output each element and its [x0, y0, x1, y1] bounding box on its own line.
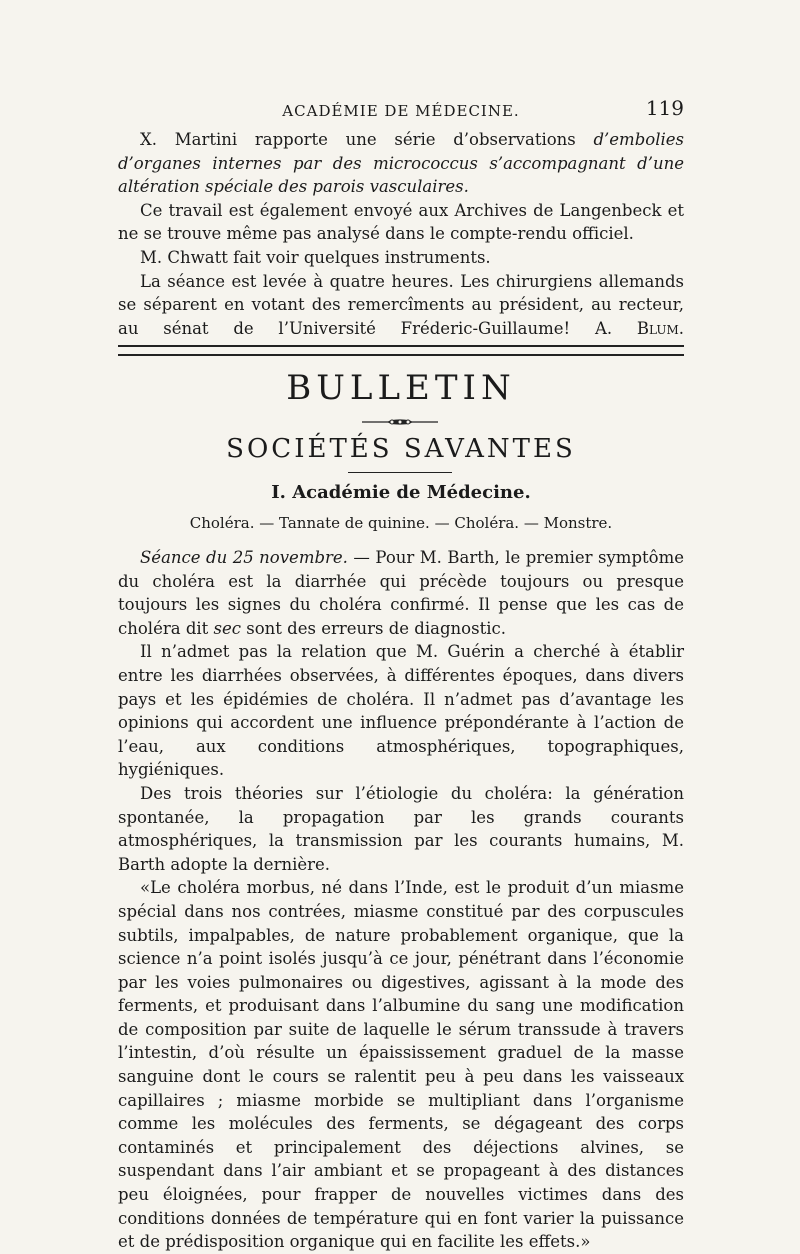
running-head	[118, 96, 684, 126]
session-date: Séance du 25 novembre.	[140, 548, 348, 567]
theories-paragraph: Des trois théories sur l’étiologie du choléra: la génération spontanée, la propagation par les grands courants atmosphériques, la transmission par les courants humains, M. Barth adopte la dernière.	[118, 783, 684, 874]
martini-lead: X. Martini rapporte une série d’observations	[140, 130, 594, 149]
barth-text-end: sont des erreurs de diagnostic.	[241, 618, 506, 638]
closing-text: La séance est levée à quatre heures. Les chirurgiens allemands se séparent en votant des remercîments au président, au recteur, au sénat de l’Université Fréderic-Guillaume!	[118, 271, 684, 338]
sec-term: sec	[213, 618, 242, 638]
section-heading: I. Académie de Médecine.	[271, 482, 531, 503]
bulletin-body-text	[118, 546, 684, 1254]
chwatt-paragraph: M. Chwatt fait voir quelques instruments.	[140, 247, 491, 267]
closing-report-text	[118, 128, 684, 340]
short-rule-divider	[348, 472, 452, 473]
closing-paragraph	[118, 270, 684, 341]
guerin-paragraph: Il n’admet pas la relation que M. Guérin a cherché à établir entre les diarrhées observées, à différentes époques, dans divers pays et les épidémies de choléra. Il n’admet pas d’avantage les opinions qui accordent une influence prépondérante à l’action de l’eau, aux conditions atmosphériques, topographiques, hygiéniques.	[118, 642, 684, 780]
martini-paragraph	[118, 128, 684, 199]
ornament-divider-icon	[0, 411, 800, 430]
societes-savantes-heading: SOCIÉTÉS SAVANTES	[226, 434, 576, 464]
page-number: 119	[645, 96, 684, 120]
quotation-paragraph: «Le choléra morbus, né dans l’Inde, est le produit d’un miasme spécial dans nos contrées, miasme constitué par des corpuscules subtils, impalpables, de nature probablement organique, que la science n’a point isolés jusqu’à ce jour, pénétrant dans l’économie par les voies pulmonaires ou digestives, agissant à la mode des ferments, et produisant dans l’albumine du sang une modification de composition par suite de laquelle le sérum transsude à travers l’intestin, d’où résulte un épaississement graduel de la masse sanguine dont le cours se ralentit peu à peu dans les vaisseaux capillaires ; miasme morbide se multipliant dans l’organisme comme les molécules des ferments, se dégageant des corps contaminés et principalement des déjections alvines, se suspendant dans l’air ambiant et se propageant à des distances peu éloignées, pour frapper de nouvelles victimes dans des conditions données de température qui en font varier la puissance et de prédisposition organique qui en facilite les effets.»	[118, 878, 684, 1252]
bulletin-heading: BULLETIN	[286, 368, 516, 408]
session-subjects: Choléra. — Tannate de quinine. — Choléra. — Monstre.	[189, 514, 613, 532]
martini-title: d’embolies d’organes internes par des micrococcus s’accompagnant d’une altération spéciale des parois vasculaires.	[118, 130, 684, 197]
author-signature: A. Blum.	[594, 318, 684, 338]
double-rule-divider	[118, 345, 684, 356]
running-title: ACADÉMIE DE MÉDECINE.	[282, 102, 520, 120]
barth-paragraph	[118, 546, 684, 640]
barth-text: — Pour M. Barth, le premier symptôme du choléra est la diarrhée qui précède toujours ou presque toujours les signes du choléra confirmé. Il pense que les cas de choléra dit	[118, 548, 684, 638]
langenbeck-paragraph: Ce travail est également envoyé aux Archives de Langenbeck et ne se trouve même pas analysé dans le compte-rendu officiel.	[118, 200, 684, 244]
